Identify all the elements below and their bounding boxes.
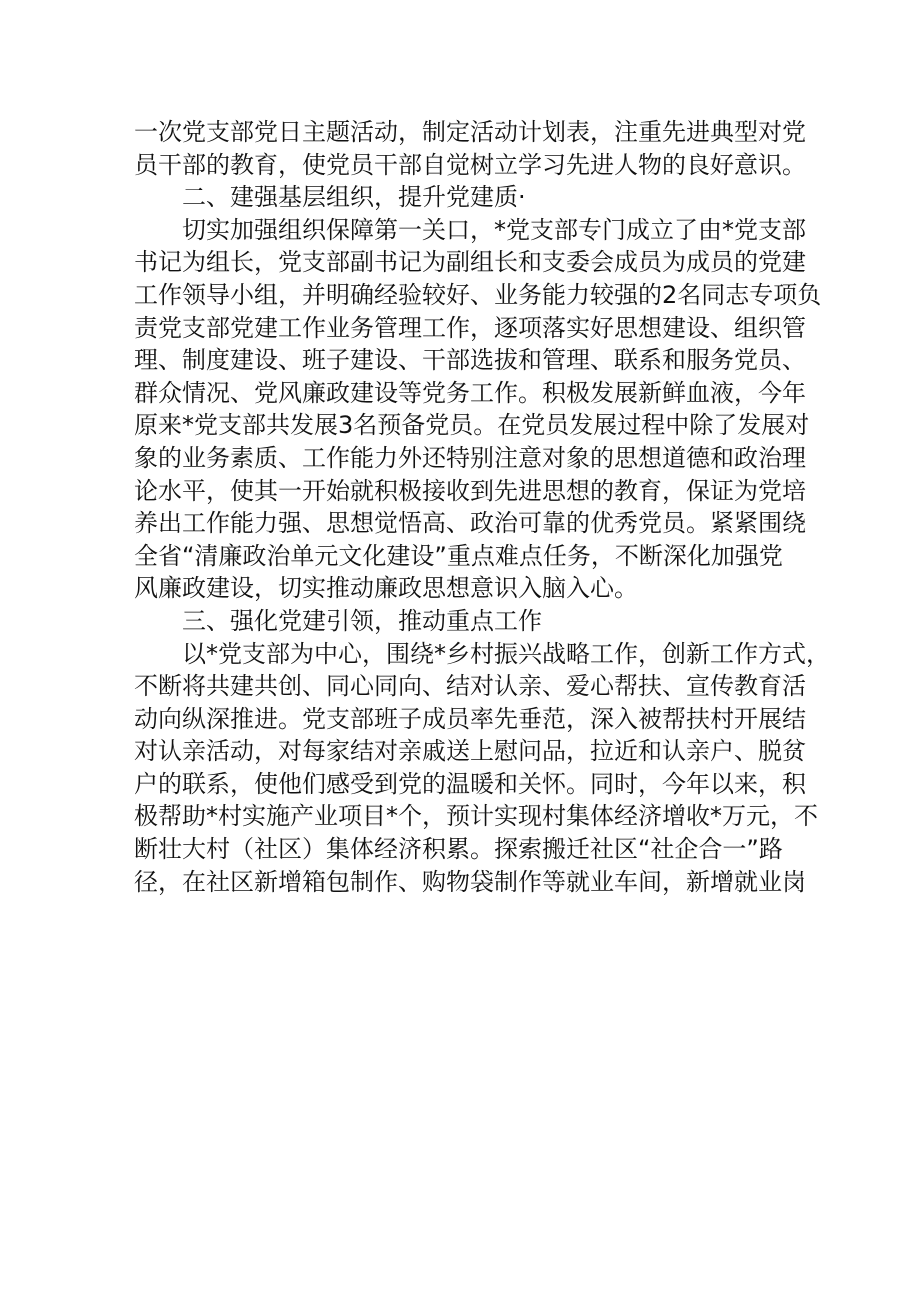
text-line: 群众情况、党风廉政建设等党务工作。积极发展新鲜血液，今年	[134, 378, 806, 407]
text-line: 论水平，使其一开始就积极接收到先进思想的教育，保证为党培	[134, 476, 806, 505]
body-text	[134, 116, 830, 898]
text-line: 员干部的教育，使党员干部自觉树立学习先进人物的良好意识。	[134, 150, 806, 179]
text-line: 极帮助*村实施产业项目*个，预计实现村集体经济增收*万元，不	[134, 802, 818, 831]
text-line: 径，在社区新增箱包制作、购物袋制作等就业车间，新增就业岗	[134, 867, 806, 896]
text-line: 户的联系，使他们感受到党的温暖和关怀。同时，今年以来，积	[134, 769, 806, 798]
text-line: 二、建强基层组织，提升党建质·	[182, 183, 526, 212]
text-line: 理、制度建设、班子建设、干部选拔和管理、联系和服务党员、	[134, 346, 806, 375]
text-line: 工作领导小组，并明确经验较好、业务能力较强的2名同志专项负	[134, 280, 822, 309]
text-line: 书记为组长，党支部副书记为副组长和支委会成员为成员的党建	[134, 248, 806, 277]
text-line: 三、强化党建引领，推动重点工作	[182, 606, 542, 635]
text-line: 全省“清廉政治单元文化建设”重点难点任务，不断深化加强党	[134, 541, 783, 570]
text-line: 不断将共建共创、同心同向、结对认亲、爱心帮扶、宣传教育活	[134, 672, 806, 701]
text-line: 以*党支部为中心，围绕*乡村振兴战略工作，创新工作方式，	[182, 639, 830, 668]
text-line: 切实加强组织保障第一关口，*党支部专门成立了由*党支部	[182, 215, 806, 244]
text-line: 动向纵深推进。党支部班子成员率先垂范，深入被帮扶村开展结	[134, 704, 806, 733]
text-line: 断壮大村（社区）集体经济积累。探索搬迁社区“社企合一”路	[134, 835, 783, 864]
text-line: 象的业务素质、工作能力外还特别注意对象的思想道德和政治理	[134, 443, 806, 472]
text-line: 责党支部党建工作业务管理工作，逐项落实好思想建设、组织管	[134, 313, 806, 342]
text-line: 养出工作能力强、思想觉悟高、政治可靠的优秀党员。紧紧围绕	[134, 509, 806, 538]
text-line: 风廉政建设，切实推动廉政思想意识入脑入心。	[134, 574, 638, 603]
text-line: 一次党支部党日主题活动，制定活动计划表，注重先进典型对党	[134, 118, 806, 146]
text-line: 对认亲活动，对每家结对亲戚送上慰问品，拉近和认亲户、脱贫	[134, 737, 806, 766]
text-line: 原来*党支部共发展3名预备党员。在党员发展过程中除了发展对	[134, 411, 810, 440]
